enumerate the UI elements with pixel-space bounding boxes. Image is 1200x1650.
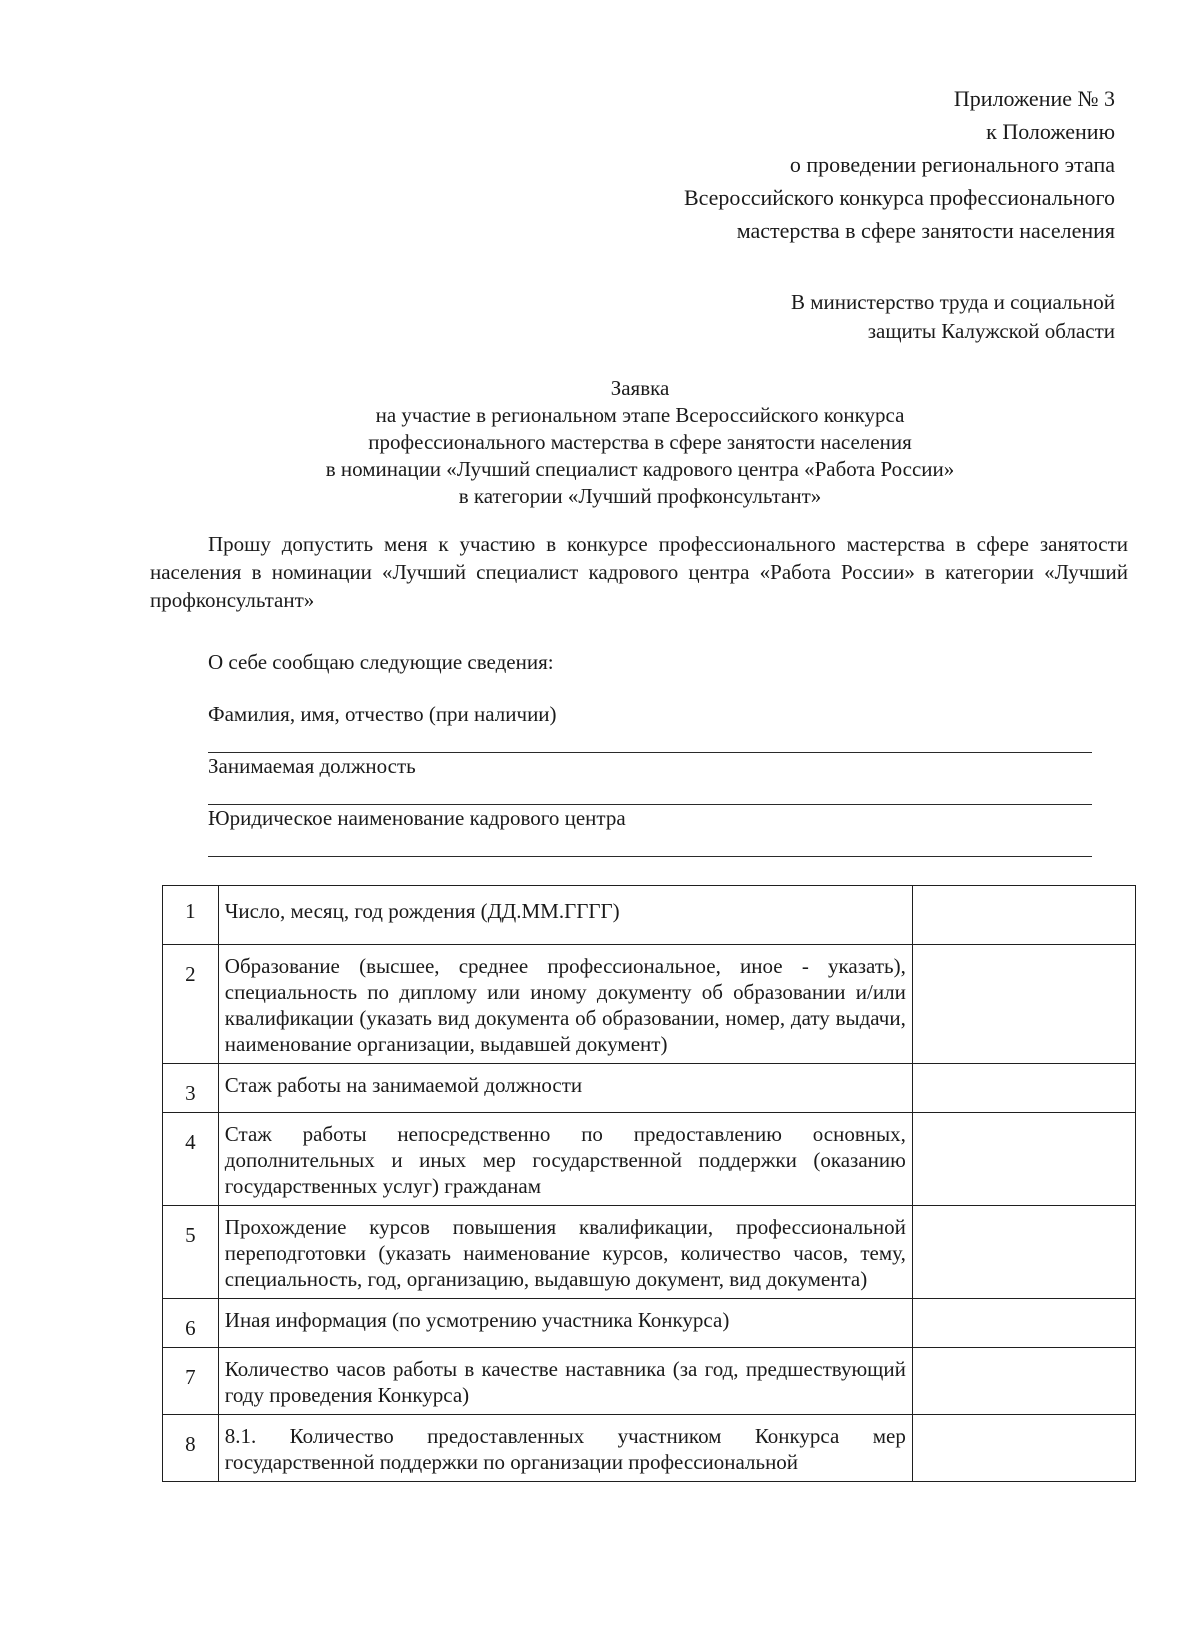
field-employment-center[interactable] bbox=[208, 804, 1092, 857]
row-number: 5 bbox=[163, 1206, 219, 1299]
row-number: 4 bbox=[163, 1113, 219, 1206]
appendix-header-line: Приложение № 3 bbox=[953, 86, 1115, 111]
row-description: Прохождение курсов повышения квалификации, профессиональной переподготовки (указать наименование курсов, количество часов, тему, специальность, год, организацию, выдавшую документ, вид документа) bbox=[218, 1206, 912, 1299]
row-value-cell[interactable] bbox=[912, 1415, 1135, 1482]
title-line: в категории «Лучший профконсультант» bbox=[458, 484, 822, 508]
row-description: Стаж работы на занимаемой должности bbox=[218, 1064, 912, 1113]
table-row bbox=[163, 886, 1136, 945]
addressee-line: В министерство труда и социальной bbox=[790, 290, 1115, 314]
row-description: Иная информация (по усмотрению участника Конкурса) bbox=[218, 1299, 912, 1348]
row-number: 8 bbox=[163, 1415, 219, 1482]
row-value-cell[interactable] bbox=[912, 1064, 1135, 1113]
title-heading: Заявка bbox=[610, 376, 670, 400]
addressee-line: защиты Калужской области bbox=[867, 319, 1115, 343]
field-full-name[interactable] bbox=[208, 700, 1092, 753]
table-row bbox=[163, 1206, 1136, 1299]
row-number: 6 bbox=[163, 1299, 219, 1348]
row-description: Количество часов работы в качестве наставника (за год, предшествующий году проведения Конкурса) bbox=[218, 1348, 912, 1415]
field-underline[interactable] bbox=[208, 780, 1092, 805]
intro-text: О себе сообщаю следующие сведения: bbox=[208, 650, 554, 674]
row-description: Число, месяц, год рождения (ДД.ММ.ГГГГ) bbox=[218, 886, 912, 945]
addressee-block bbox=[595, 288, 1115, 346]
row-value-cell[interactable] bbox=[912, 1113, 1135, 1206]
field-label: Занимаемая должность bbox=[208, 754, 416, 778]
field-position[interactable] bbox=[208, 752, 1092, 805]
appendix-header-line: Всероссийского конкурса профессионального bbox=[683, 185, 1115, 210]
field-label: Юридическое наименование кадрового центра bbox=[208, 806, 626, 830]
title-line: в номинации «Лучший специалист кадрового центра «Работа России» bbox=[325, 457, 955, 481]
table-row bbox=[163, 945, 1136, 1064]
row-value-cell[interactable] bbox=[912, 1299, 1135, 1348]
row-value-cell[interactable] bbox=[912, 1206, 1135, 1299]
row-description: Стаж работы непосредственно по предоставлению основных, дополнительных и иных мер государственной поддержки (оказанию государственных услуг) гражданам bbox=[218, 1113, 912, 1206]
row-value-cell[interactable] bbox=[912, 886, 1135, 945]
appendix-header-line: к Положению bbox=[986, 119, 1115, 144]
row-number: 1 bbox=[163, 886, 219, 945]
title-line: на участие в региональном этапе Всероссийского конкурса bbox=[375, 403, 905, 427]
field-label: Фамилия, имя, отчество (при наличии) bbox=[208, 702, 557, 726]
row-description: 8.1. Количество предоставленных участником Конкурса мер государственной поддержки по организации профессиональной bbox=[218, 1415, 912, 1482]
application-title bbox=[150, 375, 1130, 510]
title-line: профессионального мастерства в сфере занятости населения bbox=[368, 430, 912, 454]
appendix-header-line: мастерства в сфере занятости населения bbox=[736, 218, 1115, 243]
appendix-header bbox=[475, 82, 1115, 247]
table-row bbox=[163, 1113, 1136, 1206]
row-number: 7 bbox=[163, 1348, 219, 1415]
table-row bbox=[163, 1348, 1136, 1415]
row-number: 3 bbox=[163, 1064, 219, 1113]
field-underline[interactable] bbox=[208, 832, 1092, 857]
row-number: 2 bbox=[163, 945, 219, 1064]
table-row bbox=[163, 1299, 1136, 1348]
row-value-cell[interactable] bbox=[912, 1348, 1135, 1415]
info-table bbox=[162, 885, 1136, 1482]
appendix-header-line: о проведении регионального этапа bbox=[789, 152, 1115, 177]
row-description: Образование (высшее, среднее профессиональное, иное - указать), специальность по диплому или иному документу об образовании и/или квалификации (указать вид документа об образовании, номер, дату выдачи, наименование организации, выдавшей документ) bbox=[218, 945, 912, 1064]
row-value-cell[interactable] bbox=[912, 945, 1135, 1064]
request-paragraph: Прошу допустить меня к участию в конкурсе профессионального мастерства в сфере занятости населения в номинации «Лучший специалист кадрового центра «Работа России» в категории «Лучший профконсультант» bbox=[150, 532, 1128, 612]
table-row bbox=[163, 1064, 1136, 1113]
table-row bbox=[163, 1415, 1136, 1482]
field-underline[interactable] bbox=[208, 728, 1092, 753]
